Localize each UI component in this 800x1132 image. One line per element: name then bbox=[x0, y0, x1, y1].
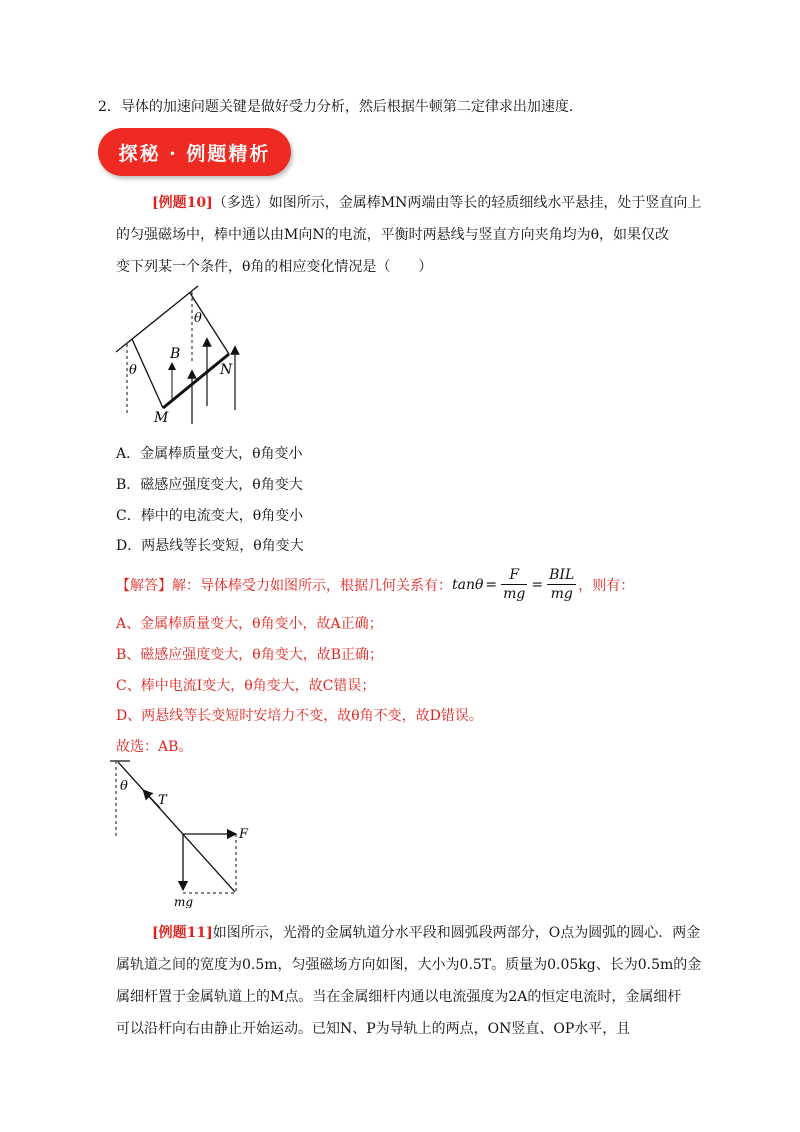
fraction-f-over-mg bbox=[501, 566, 527, 603]
option-b: B．磁感应强度变大，θ角变大 bbox=[116, 477, 303, 493]
b-label: B bbox=[170, 346, 181, 362]
f-label: F bbox=[239, 827, 249, 842]
ceiling-line bbox=[116, 286, 198, 352]
example11-line3: 属细杆置于金属轨道上的M点。当在金属细杆内通以电流强度为2A的恒定电流时，金属细杆 bbox=[116, 989, 682, 1005]
theta-top-label: θ bbox=[194, 311, 202, 326]
answer-d: D、两悬线等长变短时安培力不变，故θ角不变，故D错误。 bbox=[116, 708, 483, 724]
option-a: A．金属棒质量变大，θ角变小 bbox=[116, 446, 303, 462]
answer-suffix: ，则有： bbox=[578, 577, 635, 594]
example10-line2: 的匀强磁场中，棒中通以由M向N的电流，平衡时两悬线与竖直方向夹角均为θ，如果仅改 bbox=[116, 227, 670, 243]
option-d: D．两悬线等长变短，θ角变大 bbox=[116, 538, 304, 554]
n-label: N bbox=[220, 362, 233, 378]
frac2-den: mg bbox=[550, 586, 573, 602]
tan-theta: tanθ bbox=[452, 576, 484, 593]
answer-conclusion: 故选：AB。 bbox=[116, 739, 193, 755]
tension-diagonal bbox=[118, 762, 235, 892]
m-label: M bbox=[154, 410, 169, 426]
example11-tag: [例题11] bbox=[152, 925, 213, 941]
option-c: C．棒中的电流变大，θ角变小 bbox=[116, 508, 304, 524]
example10-figure bbox=[110, 282, 250, 432]
section-banner: 探秘 · 例题精析 bbox=[98, 128, 291, 176]
frac2-num: BIL bbox=[549, 567, 575, 583]
equals-2: = bbox=[531, 576, 544, 593]
fraction-bil-over-mg bbox=[547, 566, 576, 603]
equals-1: = bbox=[485, 576, 498, 593]
theta-label: θ bbox=[120, 779, 128, 794]
t-label: T bbox=[158, 793, 167, 808]
example10-text1: （多选）如图所示，金属棒MN两端由等长的轻质细线水平悬挂，处于竖直向上 bbox=[212, 195, 702, 211]
answer-prefix: 【解答】解：导体棒受力如图所示，根据几何关系有： bbox=[116, 577, 452, 594]
theta-left-label: θ bbox=[129, 363, 137, 378]
example11-text1: 如图所示，光滑的金属轨道分水平段和圆弧段两部分，O点为圆弧的圆心．两金 bbox=[212, 925, 701, 941]
intro-line: 2．导体的加速问题关键是做好受力分析，然后根据牛顿第二定律求出加速度． bbox=[98, 99, 583, 115]
answer-c: C、棒中电流I变大，θ角变大，故C错误； bbox=[116, 678, 376, 694]
mg-label: mg bbox=[174, 895, 194, 908]
answer-line bbox=[116, 566, 634, 603]
example10-line3: 变下列某一个条件，θ角的相应变化情况是（ ） bbox=[116, 259, 433, 275]
frac1-num: F bbox=[501, 566, 527, 585]
example10-line1 bbox=[152, 192, 701, 212]
example10-tag: [例题10] bbox=[152, 195, 213, 211]
force-diagram bbox=[108, 758, 258, 908]
example11-line1 bbox=[152, 922, 700, 942]
answer-a: A、金属棒质量变大，θ角变小，故A正确； bbox=[116, 616, 383, 632]
answer-b: B、磁感应强度变大，θ角变大，故B正确； bbox=[116, 647, 384, 663]
example11-line4: 可以沿杆向右由静止开始运动。已知N、P为导轨上的两点，ON竖直、OP水平，且 bbox=[116, 1021, 631, 1037]
frac1-den: mg bbox=[503, 586, 526, 602]
example11-line2: 属轨道之间的宽度为0.5m，匀强磁场方向如图，大小为0.5T。质量为0.05kg、长为0.5m的金 bbox=[116, 957, 702, 973]
